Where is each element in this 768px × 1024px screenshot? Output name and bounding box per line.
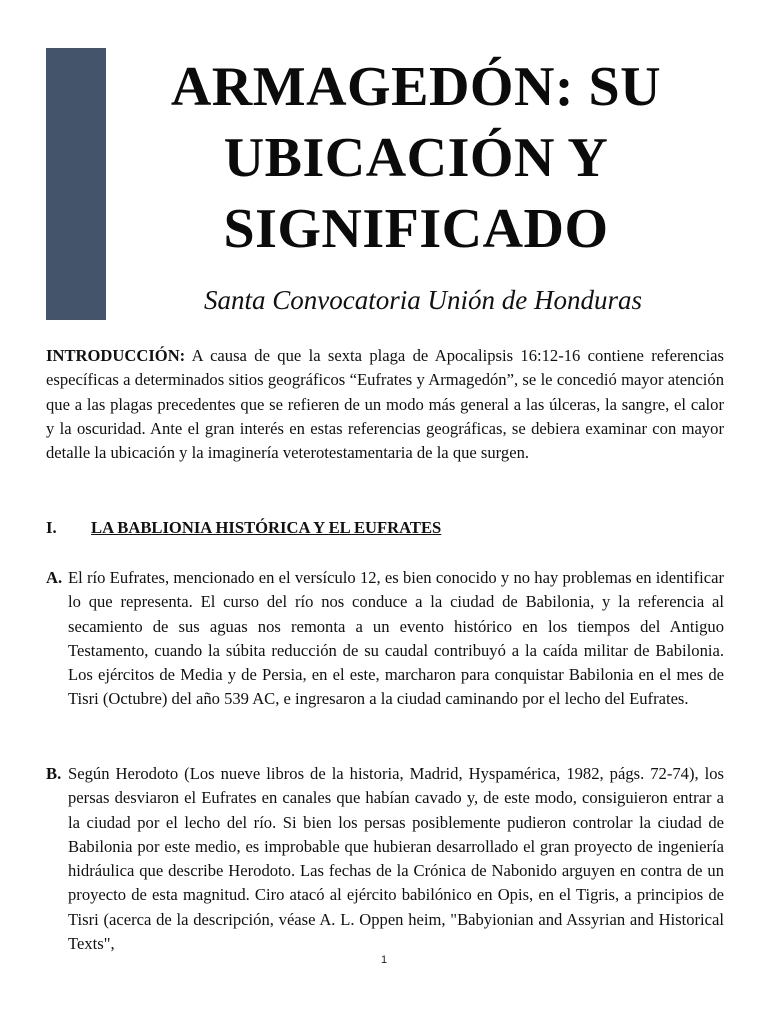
item-text: Según Herodoto (Los nueve libros de la historia, Madrid, Hyspamérica, 1982, págs. 72-74), los persas desviaron el Eufrates en canales que habían cavado y, de este modo, consiguieron entrar a la ciudad por el lecho del río. Si bien los persas posiblemente pudieron controlar la ciudad de Babilonia por este medio, es improbable que hubieran desarrollado el gran proyecto de ingeniería hidráulica que describe Herodoto. Las fechas de la Crónica de Nabonido arguyen en contra de un proyecto de esta magnitud. Ciro atacó al ejército babilónico en Opis, en el Tigris, a principios de Tisri (acerca de la descripción, véase A. L. Oppen heim, "Babyionian and Assyrian and Historical Texts",	[68, 764, 724, 954]
document-title	[110, 52, 722, 265]
item-text: El río Eufrates, mencionado en el versículo 12, es bien conocido y no hay problemas en identificar lo que representa. El curso del río nos conduce a la ciudad de Babilonia, y la referencia al secamiento de sus aguas nos remonta a un evento histórico en los tiempos del Antiguo Testamento, cuando la súbita reducción de su caudal contribuyó a la caída militar de Babilonia. Los ejércitos de Media y de Persia, en el este, marcharon para conquistar Babilonia en el mes de Tisri (Octubre) del año 539 AC, e ingresaron a la ciudad caminando por el lecho del Eufrates.	[68, 568, 724, 709]
section-title: LA BABLIONIA HISTÓRICA Y EL EUFRATES	[91, 518, 442, 537]
item-marker: A.	[46, 568, 63, 587]
introduction-label: INTRODUCCIÓN:	[46, 346, 186, 365]
section-heading	[46, 516, 724, 540]
list-item-b	[46, 762, 724, 956]
page-number: 1	[380, 954, 388, 966]
title-accent-bar	[46, 48, 106, 320]
title-line-1: ARMAGEDÓN: SU	[170, 56, 662, 118]
section-number: I.	[46, 518, 57, 537]
title-line-3: SIGNIFICADO	[223, 198, 609, 260]
introduction-paragraph	[46, 344, 724, 465]
document-subtitle: Santa Convocatoria Unión de Honduras	[204, 285, 642, 315]
item-marker: B.	[46, 764, 62, 783]
list-item-a	[46, 566, 724, 712]
introduction-text: A causa de que la sexta plaga de Apocalipsis 16:12-16 contiene referencias específicas a determinados sitios geográficos “Eufrates y Armagedón”, se le concedió mayor atención que a las plagas precedentes que se refieren de un modo más general a las úlceras, la sangre, el calor y la oscuridad. Ante el gran interés en estas referencias geográficas, se debiera examinar con mayor detalle la ubicación y la imaginería veterotestamentaria de la que surgen.	[46, 346, 724, 463]
title-line-2: UBICACIÓN Y	[223, 127, 609, 189]
